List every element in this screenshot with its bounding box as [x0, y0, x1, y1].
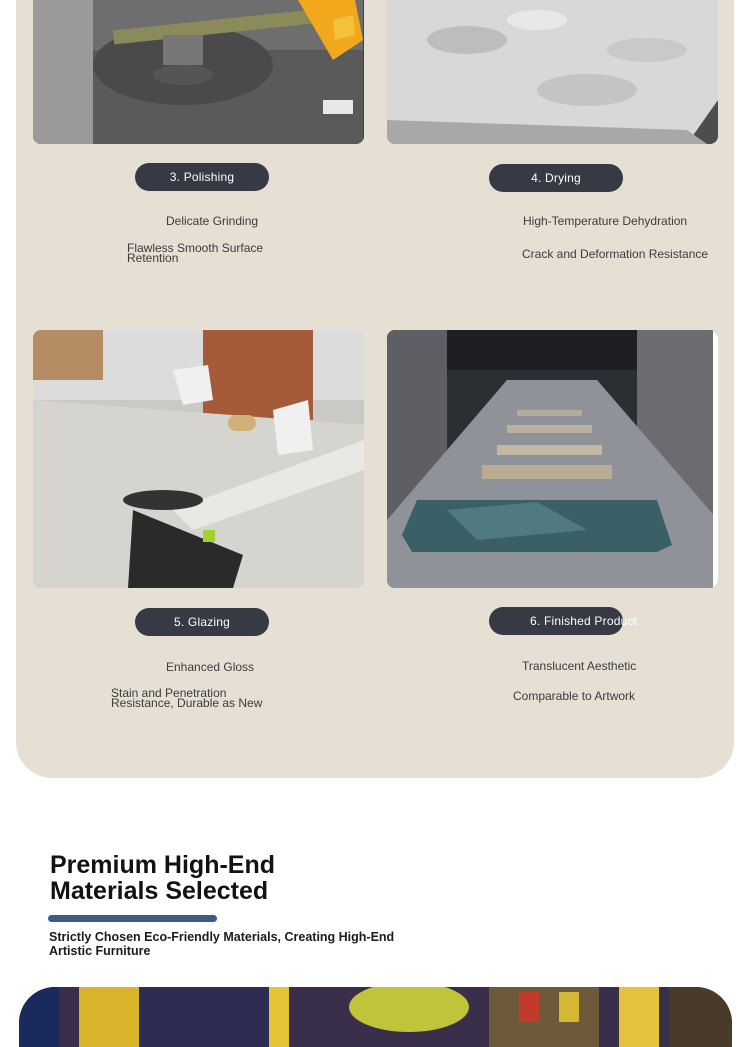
feature-text: Stain and Penetration Resistance, Durable as New	[111, 686, 263, 710]
drying-photo	[387, 0, 718, 144]
materials-banner-photo	[19, 987, 732, 1047]
section-subtitle: Strictly Chosen Eco-Friendly Materials, Creating High-End Artistic Furniture	[49, 930, 395, 958]
step-label-polishing: 3. Polishing	[135, 163, 269, 191]
polishing-photo	[33, 0, 364, 144]
feature-text: Delicate Grinding	[166, 214, 259, 228]
feature-text: Comparable to Artwork	[513, 689, 636, 703]
feature-text: Crack and Deformation Resistance	[522, 247, 709, 261]
title-underline	[48, 915, 217, 922]
section-title: Premium High-End Materials Selected	[50, 851, 276, 905]
step-label-glazing: 5. Glazing	[135, 608, 269, 636]
step-label-drying: 4. Drying	[489, 164, 623, 192]
step-label-finished-product: 6. Finished Product	[489, 607, 623, 635]
finished-product-photo	[387, 330, 718, 588]
feature-text: Enhanced Gloss	[166, 660, 255, 674]
feature-text: Flawless Smooth Surface Retention	[127, 241, 264, 265]
feature-text: High-Temperature Dehydration	[523, 214, 688, 228]
feature-text: Translucent Aesthetic	[522, 659, 637, 673]
glazing-photo	[33, 330, 364, 588]
